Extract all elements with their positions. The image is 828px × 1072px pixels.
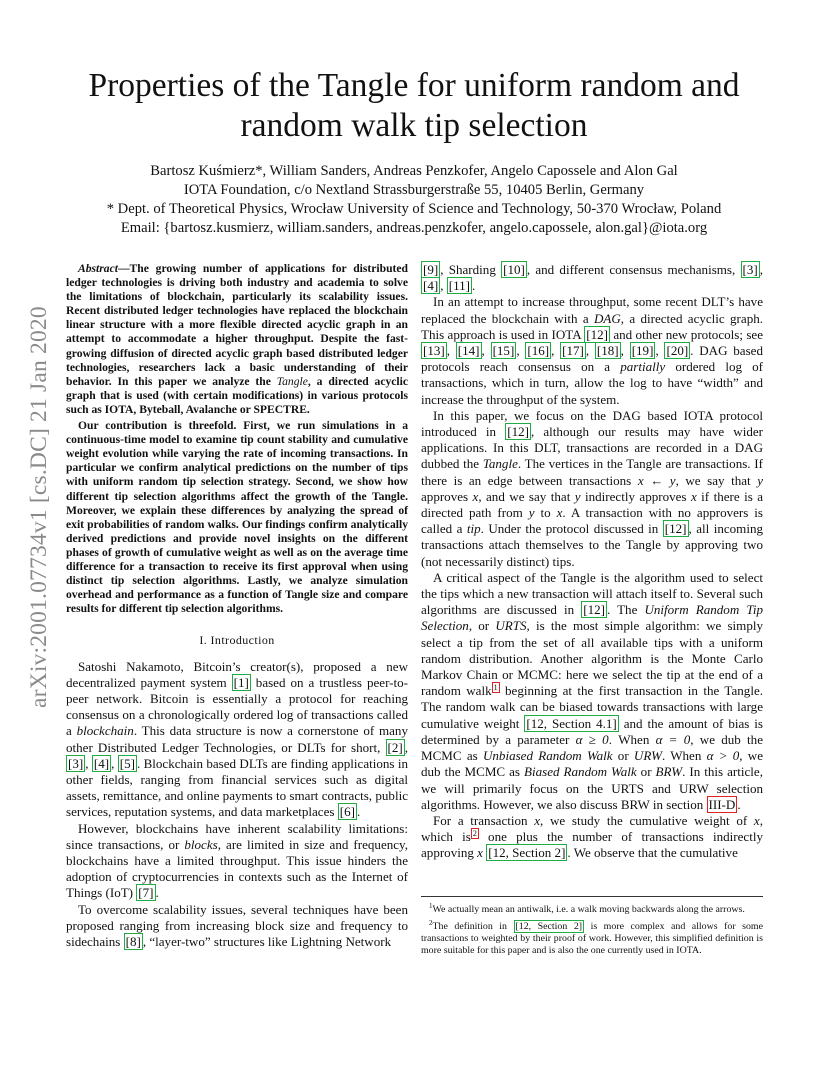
abstract-tangle: Tangle [276, 374, 308, 388]
section-heading-introduction: I. Introduction [199, 633, 275, 648]
citation-link[interactable]: [18] [596, 343, 619, 359]
citation-link[interactable]: [17] [562, 343, 584, 359]
citation-link[interactable]: [6] [339, 804, 355, 820]
right-column [421, 262, 763, 862]
title-line-1: Properties of the Tangle for uniform random and [88, 67, 740, 104]
citation-link[interactable]: [14] [457, 343, 480, 359]
citation-link[interactable]: [3] [68, 755, 84, 771]
citation-link[interactable]: [4] [423, 278, 439, 294]
citation-link[interactable]: [12, Section 4.1] [526, 715, 617, 731]
citation-link[interactable]: [4] [93, 755, 110, 771]
body-paragraph: A critical aspect of the Tangle is the algorithm used to select the tips which a new transaction will attach itself to. Several such algorithms are discussed in [12] . The Uniform Random Tip Selection, or URTS, is the most simple algorithm: we simply select a tip from the set of all available tips with a uniform random distribution. Another algorithm is the Monte Carlo Markov Chain or MCMC: here we select the tip at the end of a random walk $^1$ beginning at the first transaction in the Tangle. The random walk can be biased towards transactions with large cumulative weight [12, Section 4.1] and the amount of bias is determined by a parameter α ≥ 0. When α = 0, we dub the MCMC as Unbiased Random Walk or URW. When α > 0, we dub the MCMC as Biased Random Walk or BRW. In this article, we will primarily focus on the URTS and URW selection algorithms. However, we also discuss BRW in section III-D . [421, 569, 764, 812]
footnote-text: is more complex and allows for some transactions to weighted by their proof of work. However, this simplified definition is more suitable for this paper and is also the one currently used in IOTA. [421, 920, 763, 956]
citation-link[interactable]: [3] [742, 262, 758, 277]
author-block [60, 162, 768, 238]
body-paragraph: To overcome scalability issues, several techniques have been proposed ranging from increasing block size and frequency to sidechains [8] , “layer-two” structures like Lightning Network [66, 901, 408, 949]
footnote-1 [421, 901, 763, 916]
citation-link[interactable]: [12] [507, 424, 529, 440]
body-paragraph: In this paper, we focus on the DAG based IOTA protocol introduced in [12] , although our results may have wider applications. In this DLT, transactions are recorded in a DAG dubbed the Tangle. The vertices in the Tangle are transactions. If there is an edge between transactions x ← y, we say that y approves x, and we say that y indirectly approves x if there is a directed path from y to x. A transaction with no approvers is called a tip. Under the protocol discussed in [12] , all incoming transactions attach themselves to the Tangle by approving two (not necessarily distinct) tips. [421, 407, 764, 569]
footnote-number: 2 [429, 918, 433, 927]
body-paragraph: In an attempt to increase throughput, some recent DLT’s have replaced the blockchain with a DAG, a directed acyclic graph. This approach is used in IOTA [12] and other new protocols; see [13] , [14] , [15] , [16] , [17] , [18] , [19] , [20] . DAG based protocols reach consensus on a partially ordered log of transactions, which in turn, allow the log to have “width” and increase the throughput of the system. [421, 294, 764, 407]
citation-link[interactable]: [9] [423, 262, 439, 277]
abstract-text: —The growing number of applications for distributed ledger technologies is driving both industry and academia to solve the limitations of blockchain, particularly its scalability issues. Recent distributed ledger technologies have replaced the blockchain linear structure with a more flexible directed acyclic graph in an attempt to accommodate a higher throughput. Despite the fast-growing diffusion of directed acyclic graph based distributed ledger technologies, researchers lack a basic understanding of their behavior. In this paper we analyze the [66, 262, 408, 388]
left-column [66, 262, 408, 950]
citation-link[interactable]: [12] [586, 326, 609, 342]
paper-title [60, 66, 768, 146]
citation-link[interactable]: [12, Section 2] [515, 920, 583, 932]
abstract-paragraph-2: Our contribution is threefold. First, we run simulations in a continuous-time model to examine tip count stability and cumulative weight evolution while varying the rate of incoming transactions. In particular we confirm analytical predictions on the number of tips with uniform random tip selection strategy. Second, we show how different tip selection algorithms affect the growth of the Tangle. Moreover, we explain these differences by analyzing the spread of exit probabilities of random walks. Our findings confirm analytically derived predictions and provide novel insights on the different phases of growth of cumulative weight as well as on the average time difference for a transaction to receive its first approval when using distinct tip selection algorithms. Lastly, we analyze simulation overhead and performance as a function of Tangle size and compare results for different tip selection algorithms. [66, 419, 408, 616]
citation-link[interactable]: [12] [583, 602, 605, 618]
citation-link[interactable]: [2] [387, 739, 403, 755]
body-paragraph: However, blockchains have inherent scalability limitations: since transactions, or blocks, are limited in size and frequency, blockchains have a limited throughput. This issue hinders the adoption of cryptocurrencies in contexts such as the Internet of Things (IoT) [7] . [66, 820, 408, 901]
body-paragraph: Satoshi Nakamoto, Bitcoin’s creator(s), proposed a new decentralized payment system [1] based on a trustless peer-to-peer network. Bitcoin is essentially a protocol for reaching consensus on a chronologically ordered log of transactions called a blockchain. This data structure is now a cornerstone of many other Distributed Ledger Technologies, or DLTs for short, [2] , [3] , [4] , [5] . Blockchain based DLTs are finding applications in other fields, ranging from financial services such as digital assets, remittance, and online payments to smart contracts, public services, reputation systems, and data marketplaces [6] . [66, 658, 409, 820]
title-line-2: random walk tip selection [240, 107, 588, 144]
affiliation-1: IOTA Foundation, c/o Nextland Strassburgerstraße 55, 10405 Berlin, Germany [183, 182, 645, 198]
citation-link[interactable]: [8] [125, 934, 141, 949]
footnote-text: The definition in [432, 920, 514, 932]
section-link[interactable]: III-D [708, 796, 736, 812]
citation-link[interactable]: [10] [503, 262, 525, 277]
body-paragraph-continued: [9] , Sharding [10] , and different consensus mechanisms, [3] , [4] , [11] . [423, 262, 763, 294]
introduction-left [66, 659, 408, 951]
footnote-marker[interactable]: 1 [493, 683, 498, 693]
citation-link[interactable]: [13] [423, 343, 445, 359]
arxiv-stamp[interactable] [16, 258, 56, 708]
citation-link[interactable]: [20] [666, 343, 689, 359]
footnotes [421, 896, 763, 957]
footnote-marker[interactable]: 2 [472, 829, 477, 839]
citation-link[interactable]: [1] [233, 674, 249, 690]
abstract-paragraph-1 [66, 262, 408, 417]
citation-link[interactable]: [16] [527, 343, 550, 359]
abstract [66, 262, 408, 616]
citation-link[interactable]: [15] [492, 343, 515, 359]
footnote-text: We actually mean an antiwalk, i.e. a walk moving backwards along the arrows. [432, 904, 745, 915]
citation-link[interactable]: [5] [119, 755, 135, 771]
citation-link[interactable]: [11] [448, 278, 471, 294]
email-line: Email: {bartosz.kusmierz, william.sanders, andreas.penzkofer, angelo.capossele, alon.gal}@iota.org [120, 220, 708, 236]
citation-link[interactable]: [12] [664, 521, 687, 537]
footnote-2 [421, 918, 763, 957]
citation-link[interactable]: [7] [138, 885, 154, 901]
arxiv-stamp-svg [16, 258, 56, 708]
body-paragraph: For a transaction x, we study the cumulative weight of x, which is $^2$ one plus the number of transactions indirectly approving x [12, Section 2] . We observe that the cumulative [421, 812, 763, 861]
citation-link[interactable]: [12, Section 2] [488, 845, 566, 861]
authors: Bartosz Kuśmierz*, William Sanders, Andreas Penzkofer, Angelo Capossele and Alon Gal [150, 163, 678, 179]
abstract-text: , a directed acyclic graph that is used (with certain modifications) in various protocols such as IOTA, Byteball, Avalanche or SPECTRE. [66, 374, 409, 416]
citation-link[interactable]: [19] [631, 343, 654, 359]
footnote-number: 1 [429, 902, 433, 910]
affiliation-2: * Dept. of Theoretical Physics, Wrocław University of Science and Technology, 50-370 Wrocław, Poland [106, 201, 722, 217]
abstract-label: Abstract [78, 262, 118, 275]
arxiv-stamp-text[interactable]: arXiv:2001.07734v1 [cs.DC] 21 Jan 2020 [26, 306, 52, 708]
